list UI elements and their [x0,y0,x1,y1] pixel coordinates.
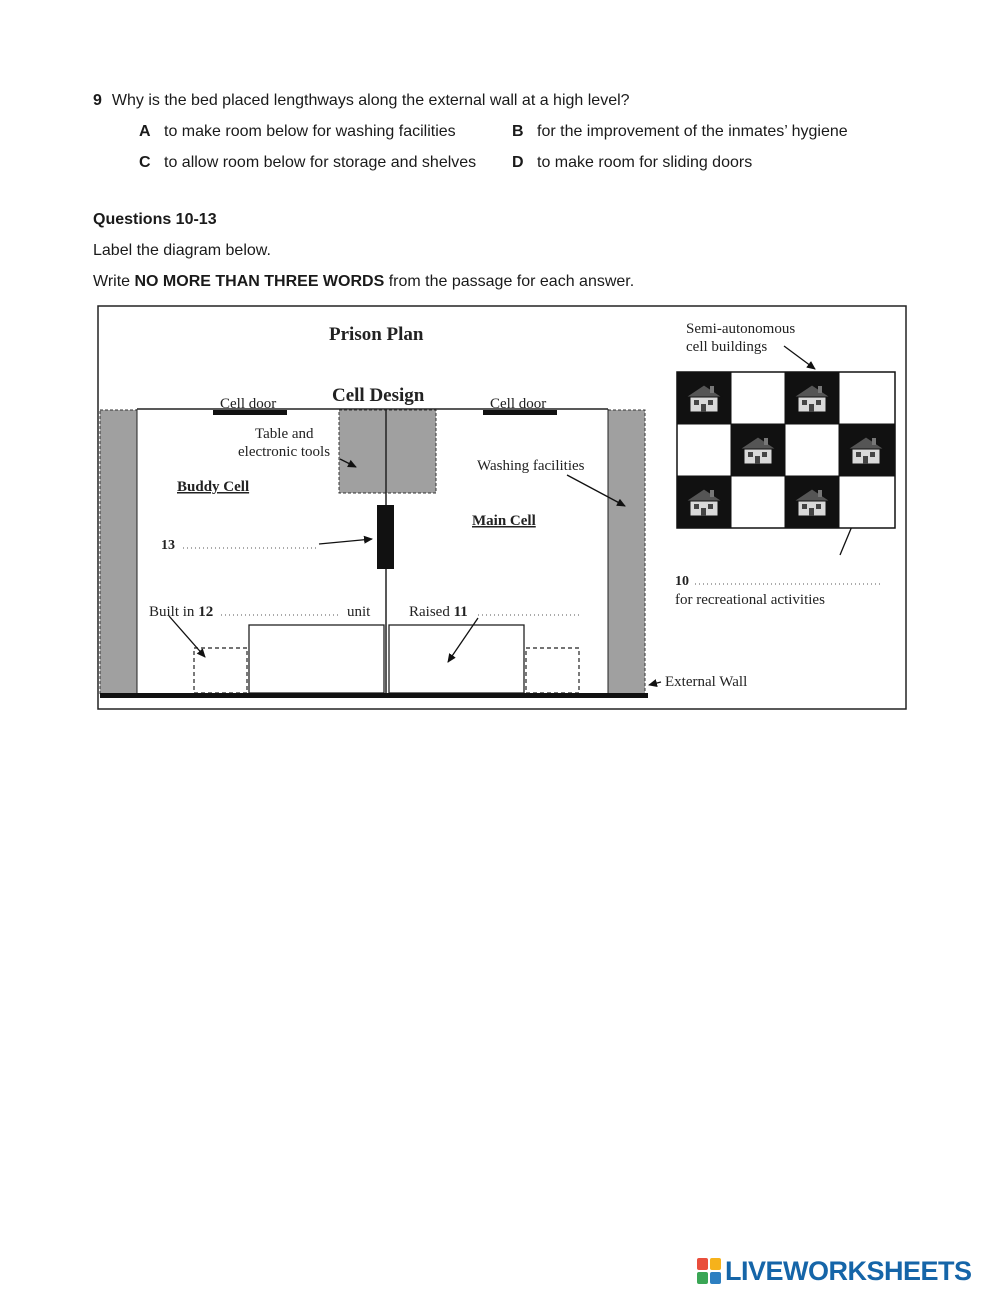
instruction-word-limit [93,273,634,291]
semi-autonomous-label-line2: cell buildings [686,339,768,355]
cell-door-right-label: Cell door [490,396,547,412]
option-text: to allow room below for storage and shelves [164,154,477,171]
raised-label [409,604,468,620]
cell-design-title: Cell Design [332,385,425,406]
main-cell-label: Main Cell [472,513,536,529]
cell-buildings-grid [677,372,895,528]
q11-number: 11 [453,604,468,620]
question-number: 9 [93,92,102,109]
option-c [139,154,476,172]
option-text: to make room below for washing facilities [164,123,456,140]
option-a [139,123,456,141]
external-wall [100,693,648,698]
table-area [339,410,436,493]
q13-arrow [319,539,372,544]
cell-door-left-label: Cell door [220,396,277,412]
table-label-line1: Table and [255,426,314,442]
q10-number: 10 [675,574,689,589]
q12-arrow [169,616,205,657]
instruction-text: Write [93,273,135,290]
section-title: Questions 10-13 [93,211,217,228]
option-letter: D [512,154,524,171]
built-in-text: Built in [149,604,195,620]
option-letter: B [512,123,524,140]
external-wall-label: External Wall [665,674,748,690]
prison-plan-diagram [97,305,907,710]
storage-box-right [526,648,579,693]
q13-number: 13 [161,538,175,553]
option-text: to make room for sliding doors [537,154,753,171]
logo-mark-square [710,1258,721,1270]
liveworksheets-logo [697,1255,972,1287]
logo-text: LIVEWORKSHEETS [725,1255,972,1286]
table-label-line2: electronic tools [238,444,331,460]
semi-autonomous-label-line1: Semi-autonomous [686,321,796,337]
question-text: Why is the bed placed lengthways along the external wall at a high level? [111,92,630,109]
option-letter: A [139,123,151,140]
logo-mark-square [710,1272,721,1284]
semi-autonomous-arrow [784,346,815,369]
divider-unit [377,505,394,569]
instruction-label: Label the diagram below. [93,242,271,259]
logo-mark-square [697,1258,708,1270]
logo-mark-icon [697,1258,721,1284]
buddy-cell-label: Buddy Cell [177,479,250,495]
washing-facilities-label: Washing facilities [477,458,585,474]
unit-label: unit [347,604,371,620]
option-letter: C [139,154,151,171]
washing-facilities-wall [608,410,645,695]
diagram-svg [97,305,907,710]
q12-number: 12 [198,604,214,620]
option-text: for the improvement of the inmates’ hygiene [537,123,848,140]
raised-text: Raised [409,604,450,620]
external-wall-arrow [649,682,661,685]
instruction-bold: NO MORE THAN THREE WORDS [134,273,385,290]
option-d [512,154,752,172]
bed-left [249,625,384,693]
bed-right [389,625,524,693]
option-b [512,123,848,141]
storage-box-left [194,648,247,693]
question-9 [93,92,630,110]
logo-mark-square [697,1272,708,1284]
instruction-text: from the passage for each answer. [384,273,635,290]
left-wall [100,410,137,695]
recreational-label: for recreational activities [675,592,825,608]
prison-plan-title: Prison Plan [329,324,424,345]
built-in-label [149,604,213,620]
